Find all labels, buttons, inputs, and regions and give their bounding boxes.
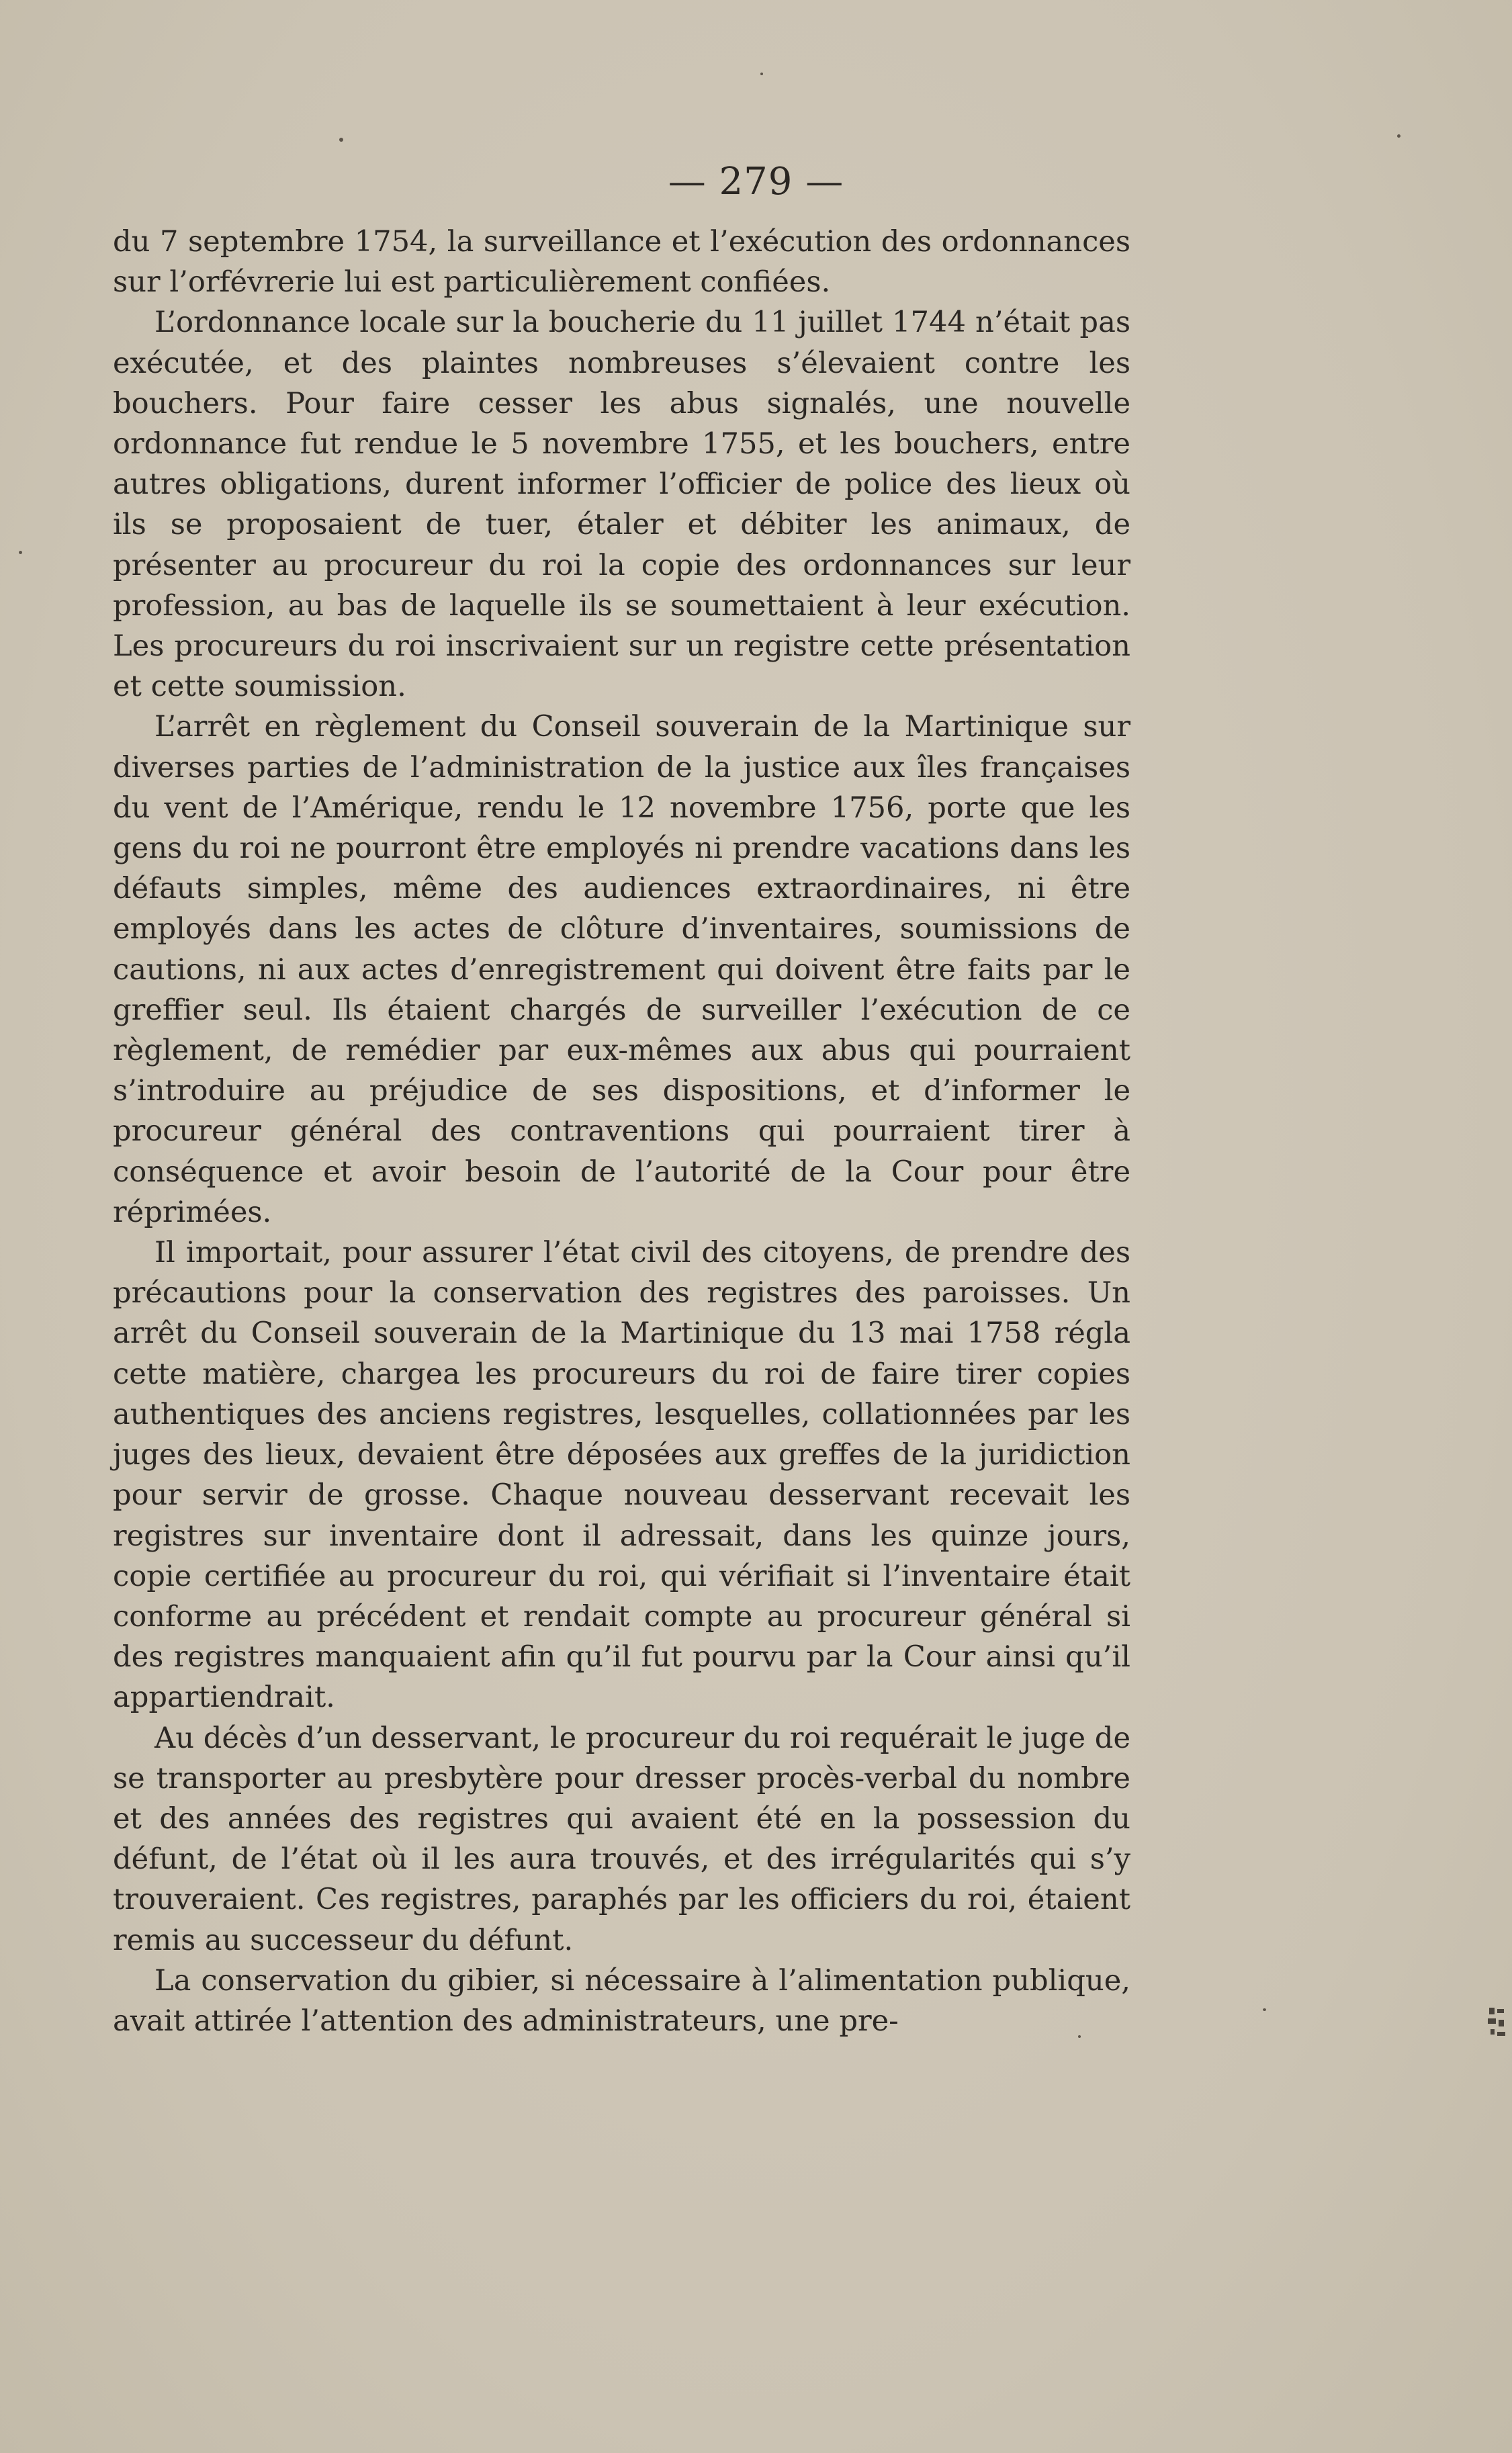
page-number: — 279 — xyxy=(668,160,844,204)
paragraph: L’ordonnance locale sur la boucherie du 11 juillet 1744 n’était pas exécutée, et des plaintes nombreuses s’élevaient contre les bouchers. Pour faire cesser les abus signalés, une nouvelle ordonnance fut rendue le 5 novembre 1755, et les bouchers, entre autres obligations, durent informer l’officier de police des lieux où ils se proposaient de tuer, étaler et débiter les animaux, de présenter au procureur du roi la copie des ordonnances sur leur profession, au bas de laquelle ils se soumettaient à leur exécution. Les procureurs du roi inscrivaient sur un registre cette présentation et cette soumission. xyxy=(113,306,1130,704)
paper-speck xyxy=(1078,2035,1081,2038)
edge-mark-icon xyxy=(1485,2005,1509,2059)
paper-speck xyxy=(760,73,763,75)
paper-speck xyxy=(1263,2008,1266,2011)
paragraph: du 7 septembre 1754, la surveillance et l’exécution des ordonnances sur l’orfévrerie lui est particulièrement confiées. xyxy=(113,225,1130,300)
paragraph: Il importait, pour assurer l’état civil des citoyens, de prendre des précautions pour la conservation des registres des paroisses. Un arrêt du Conseil souverain de la Martinique du 13 mai 1758 régla cette matière, chargea les procureurs du roi de faire tirer copies authentiques des anciens registres, lesquelles, collationnées par les juges des lieux, devaient être déposées aux greffes de la juridiction pour servir de grosse. Chaque nouveau desservant recevait les registres sur inventaire dont il adressait, dans les quinze jours, copie certifiée au procureur du roi, qui vérifiait si l’inventaire était conforme au précédent et rendait compte au procureur général si des registres manquaient afin qu’il fut pourvu par la Cour ainsi qu’il appartiendrait. xyxy=(113,1236,1130,1715)
paragraph: Au décès d’un desservant, le procureur du roi requérait le juge de se transporter au presbytère pour dresser procès-verbal du nombre et des années des registres qui avaient été en la possession du défunt, de l’état où il les aura trouvés, et des irrégularités qui s’y trouveraient. Ces registres, paraphés par les officiers du roi, étaient remis au successeur du défunt. xyxy=(113,1721,1130,1957)
body-text xyxy=(113,222,1130,2041)
paragraph: L’arrêt en règlement du Conseil souverain de la Martinique sur diverses parties de l’administration de la justice aux îles françaises du vent de l’Amérique, rendu le 12 novembre 1756, porte que les gens du roi ne pourront être employés ni prendre vacations dans les défauts simples, même des audiences extraordinaires, ni être employés dans les actes de clôture d’inventaires, soumissions de cautions, ni aux actes d’enregistrement qui doivent être faits par le greffier seul. Ils étaient chargés de surveiller l’exécution de ce règlement, de remédier par eux-mêmes aux abus qui pourraient s’introduire au préjudice de ses dispositions, et d’informer le procureur général des contraventions qui pourraient tirer à conséquence et avoir besoin de l’autorité de la Cour pour être réprimées. xyxy=(113,710,1130,1229)
paper-speck xyxy=(1397,134,1400,138)
paper-speck xyxy=(339,138,343,142)
paper-speck xyxy=(19,551,22,554)
paragraph: La conservation du gibier, si nécessaire à l’alimentation publique, avait attirée l’attention des administrateurs, une pre- xyxy=(113,1963,1130,2038)
